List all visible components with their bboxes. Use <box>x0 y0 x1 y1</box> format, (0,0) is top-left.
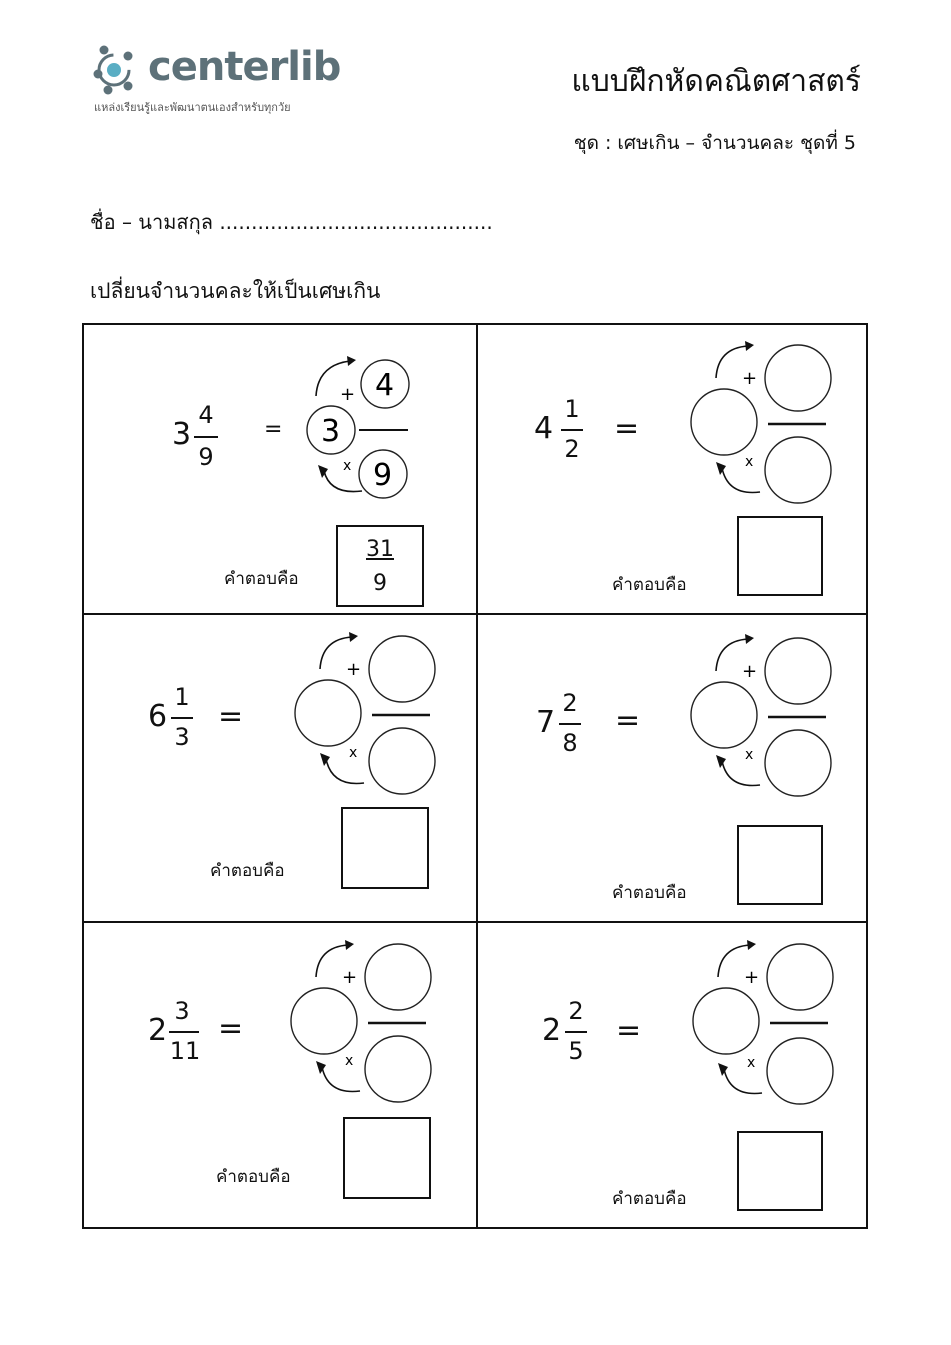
answer-label: คำตอบคือ <box>612 1189 687 1209</box>
example-whole: 3 <box>321 414 341 449</box>
logo-network-icon <box>92 42 148 98</box>
times-sign: x <box>345 1053 354 1069</box>
times-sign: x <box>747 1055 756 1071</box>
problem-cell-1 <box>84 325 476 625</box>
arrowhead-down-icon <box>716 462 726 475</box>
mixed-denominator: 11 <box>169 1037 201 1065</box>
answer-label: คำตอบคือ <box>210 861 285 881</box>
mixed-whole: 7 <box>536 705 556 740</box>
name-field-line: ชื่อ – นามสกุล ........................................... <box>90 210 493 234</box>
equals-sign: = <box>615 703 641 738</box>
plus-sign: + <box>340 384 356 405</box>
plus-sign: + <box>744 967 760 988</box>
plus-sign: + <box>346 659 362 680</box>
problem-cell-6 <box>478 923 870 1223</box>
times-sign: x <box>349 745 358 761</box>
times-sign: x <box>745 747 754 763</box>
conversion-diagram <box>304 353 414 503</box>
mixed-numerator: 2 <box>568 997 584 1025</box>
answer-label: คำตอบคือ <box>612 883 687 903</box>
mixed-denominator: 5 <box>568 1037 584 1065</box>
numerator-circle <box>767 944 833 1010</box>
mixed-numerator: 1 <box>174 683 190 711</box>
conversion-diagram <box>290 631 440 801</box>
arrowhead-down-icon <box>718 1063 728 1076</box>
centerlib-logo <box>92 40 342 120</box>
curve-arrow-down <box>322 1067 360 1092</box>
problem-cell-2 <box>478 325 870 625</box>
problem-cell-4 <box>478 615 870 915</box>
answer-box[interactable] <box>343 1117 431 1199</box>
mixed-denominator: 2 <box>564 435 580 463</box>
problem-grid <box>82 323 868 1229</box>
equals-sign: = <box>616 1013 642 1048</box>
arrowhead-down-icon <box>716 755 726 768</box>
mixed-fraction-bar <box>169 1031 199 1033</box>
curve-arrow-down <box>326 759 364 784</box>
mixed-whole: 2 <box>542 1013 562 1048</box>
denominator-circle <box>365 1036 431 1102</box>
curve-arrow-down <box>724 1069 762 1094</box>
arrowhead-down-icon <box>316 1061 326 1074</box>
mixed-whole: 2 <box>148 1013 168 1048</box>
page-subtitle: ชุด : เศษเกิน – จำนวนคละ ชุดที่ 5 <box>573 132 856 154</box>
answer-denominator: 9 <box>373 571 387 596</box>
answer-box[interactable] <box>737 516 823 596</box>
arrowhead-down-icon <box>320 753 330 766</box>
arrowhead-up-icon <box>345 940 354 950</box>
equals-sign: = <box>264 417 283 442</box>
denominator-circle <box>765 730 831 796</box>
conversion-diagram <box>290 939 440 1109</box>
mixed-fraction-bar <box>559 723 581 725</box>
conversion-diagram <box>688 633 838 803</box>
mixed-denominator: 9 <box>198 443 214 471</box>
arrowhead-up-icon <box>747 940 756 950</box>
mixed-whole: 4 <box>534 411 554 446</box>
arrowhead-up-icon <box>745 634 754 644</box>
answer-box <box>336 525 424 607</box>
arrowhead-up-icon <box>347 356 356 366</box>
logo-text: centerlib <box>148 44 341 90</box>
mixed-whole: 3 <box>172 417 192 452</box>
mixed-fraction-bar <box>171 717 193 719</box>
mixed-numerator: 2 <box>562 689 578 717</box>
mixed-fraction-bar <box>194 436 218 438</box>
answer-numerator: 31 <box>366 537 394 562</box>
arrowhead-up-icon <box>349 632 358 642</box>
mixed-whole: 6 <box>148 699 168 734</box>
answer-label: คำตอบคือ <box>612 575 687 595</box>
example-numerator: 4 <box>375 368 395 403</box>
curve-arrow-down <box>722 468 760 493</box>
whole-circle <box>693 988 759 1054</box>
mixed-fraction-bar <box>561 429 583 431</box>
answer-box[interactable] <box>341 807 429 889</box>
conversion-diagram <box>690 939 840 1109</box>
mixed-numerator: 1 <box>564 395 580 423</box>
problem-cell-3 <box>84 615 476 915</box>
arrowhead-up-icon <box>745 341 754 351</box>
times-sign: x <box>745 454 754 470</box>
times-sign: x <box>343 458 352 474</box>
mixed-numerator: 4 <box>198 401 214 429</box>
instruction-text: เปลี่ยนจำนวนคละให้เป็นเศษเกิน <box>90 279 381 303</box>
numerator-circle <box>369 636 435 702</box>
curve-arrow-down <box>722 761 760 786</box>
numerator-circle <box>765 345 831 411</box>
plus-sign: + <box>342 967 358 988</box>
equals-sign: = <box>218 1011 244 1046</box>
problem-cell-5 <box>84 923 476 1223</box>
example-denominator: 9 <box>373 458 393 493</box>
whole-circle <box>691 682 757 748</box>
denominator-circle <box>765 437 831 503</box>
curve-arrow-down <box>324 471 362 492</box>
mixed-denominator: 3 <box>174 723 190 751</box>
whole-circle <box>295 680 361 746</box>
plus-sign: + <box>742 661 758 682</box>
mixed-fraction-bar <box>565 1031 587 1033</box>
equals-sign: = <box>218 699 244 734</box>
numerator-circle <box>365 944 431 1010</box>
mixed-numerator: 3 <box>174 997 190 1025</box>
whole-circle <box>291 988 357 1054</box>
denominator-circle <box>767 1038 833 1104</box>
plus-sign: + <box>742 368 758 389</box>
answer-box[interactable] <box>737 825 823 905</box>
whole-circle <box>691 389 757 455</box>
logo-tagline: แหล่งเรียนรู้และพัฒนาตนเองสำหรับทุกวัย <box>94 101 291 114</box>
equals-sign: = <box>614 411 640 446</box>
answer-box[interactable] <box>737 1131 823 1211</box>
conversion-diagram <box>686 340 836 510</box>
denominator-circle <box>369 728 435 794</box>
mixed-denominator: 8 <box>562 729 578 757</box>
answer-label: คำตอบคือ <box>224 569 299 589</box>
page-title: แบบฝึกหัดคณิตศาสตร์ <box>571 64 861 99</box>
numerator-circle <box>765 638 831 704</box>
answer-label: คำตอบคือ <box>216 1167 291 1187</box>
